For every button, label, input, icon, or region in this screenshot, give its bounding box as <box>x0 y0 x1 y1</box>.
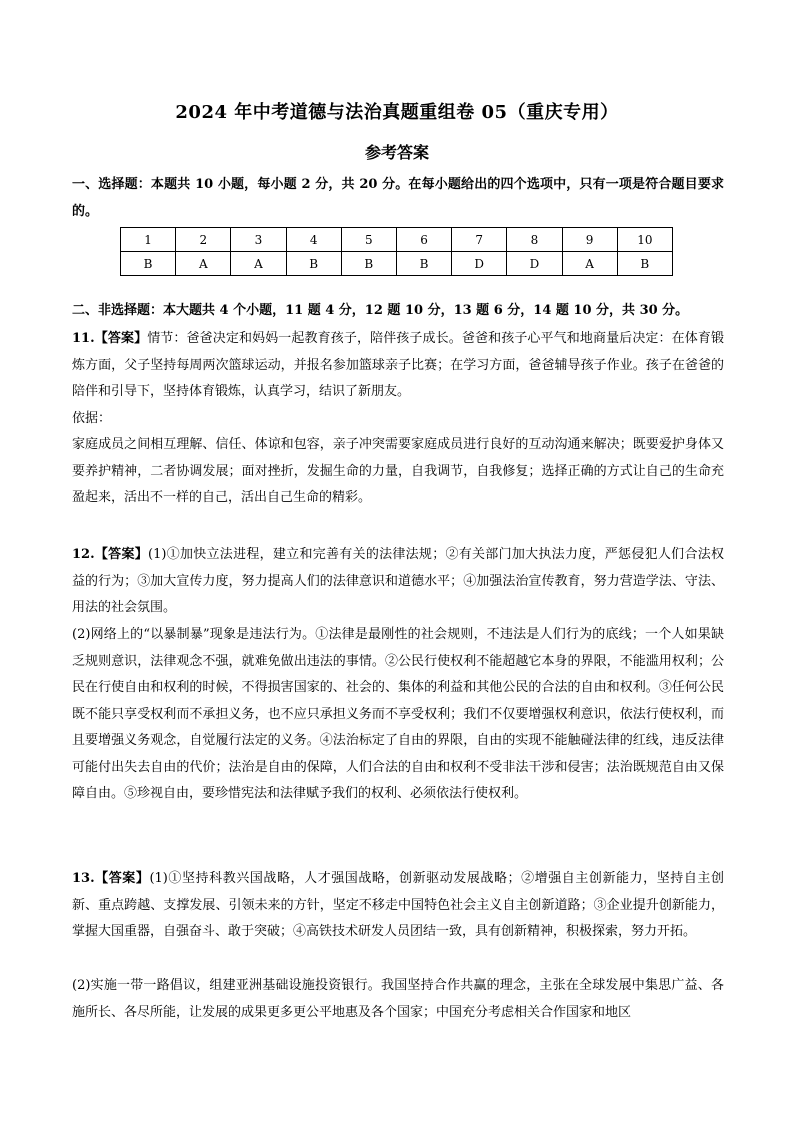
q11-paragraph-2: 依据： <box>72 411 112 426</box>
question-number-cell: 2 <box>176 228 231 252</box>
q13-label: 13.【答案】 <box>72 871 150 886</box>
q13-answer <box>72 866 724 946</box>
question-number-cell: 6 <box>396 228 451 252</box>
question-number-cell: 1 <box>121 228 176 252</box>
answer-cell: B <box>286 252 341 276</box>
question-number-cell: 7 <box>452 228 507 252</box>
answer-cell: D <box>507 252 562 276</box>
answer-cell: B <box>617 252 672 276</box>
q13-paragraph-2: (2)实施一带一路倡议，组建亚洲基础设施投资银行。我国坚持合作共赢的理念，主张在全球发展中集思广益、各施所长、各尽所能，让发展的成果更多更公平地惠及各个国家；中国充分考虑相关合作国家和地区 <box>72 978 724 1020</box>
question-number-cell: 9 <box>562 228 617 252</box>
answer-cell: A <box>231 252 286 276</box>
q11-label: 11.【答案】 <box>72 331 148 346</box>
answer-cell: A <box>562 252 617 276</box>
question-number-cell: 3 <box>231 228 286 252</box>
q12-paragraph-2: (2)网络上的“以暴制暴”现象是违法行为。①法律是最刚性的社会规则，不违法是人们行为的底线；一个人如果缺乏规则意识，法律观念不强，就难免做出违法的事情。②公民行使权利不能超越它本身的界限，不能滥用权利；公民在行使自由和权利的时候，不得损害国家的、社会的、集体的利益和其他公民的合法的自由和权利。③任何公民既不能只享受权利而不承担义务，也不应只承担义务而不享受权利；我们不仅要增强权利意识，依法行使权利，而且要增强义务观念，自觉履行法定的义务。④法治标定了自由的界限，自由的实现不能触碰法律的红线，违反法律可能付出失去自由的代价；法治是自由的保障，人们合法的自由和权利不受非法干涉和侵害；法治既规范自由又保障自由。⑤珍视自由，要珍惜宪法和法律赋予我们的权利、必须依法行使权利。 <box>72 627 724 801</box>
q12-answer <box>72 542 724 622</box>
answer-table-answer-row <box>121 252 673 276</box>
q11-answer <box>72 326 724 406</box>
answer-cell: B <box>396 252 451 276</box>
answer-key-subtitle: 参考答案 <box>364 143 429 162</box>
answer-cell: D <box>452 252 507 276</box>
document-title: 2024 年中考道德与法治真题重组卷 05（重庆专用） <box>175 102 619 123</box>
q12-label: 12.【答案】 <box>72 547 148 562</box>
question-number-cell: 8 <box>507 228 562 252</box>
q13-paragraph-1: (1)①坚持科教兴国战略，人才强国战略，创新驱动发展战略；②增强自主创新能力，坚持自主创新、重点跨越、支撑发展、引领未来的方针，坚定不移走中国特色社会主义自主创新道路；③企业提升创新能力，掌握大国重器，自强奋斗、敢于突破；④高铁技术研发人员团结一致，具有创新精神，积极探索，努力开拓。 <box>72 871 725 939</box>
answer-table <box>120 227 673 276</box>
question-number-cell: 5 <box>341 228 396 252</box>
q11-paragraph-3: 家庭成员之间相互理解、信任、体谅和包容，亲子冲突需要家庭成员进行良好的互动沟通来解决；既要爱护身体又要养护精神，二者协调发展；面对挫折，发掘生命的力量，自我调节，自我修复；选择正确的方式让自己的生命充盈起来，活出不一样的自己，活出自己生命的精彩。 <box>72 437 724 505</box>
section2-heading: 二、非选择题：本大题共 4 个小题，11 题 4 分，12 题 10 分，13 题 6 分，14 题 10 分，共 30 分。 <box>72 303 689 318</box>
question-number-cell: 4 <box>286 228 341 252</box>
answer-table-number-row <box>121 228 673 252</box>
q11-paragraph-1: 情节：爸爸决定和妈妈一起教育孩子，陪伴孩子成长。爸爸和孩子心平气和地商量后决定：在体育锻炼方面，父子坚持每周两次篮球运动，并报名参加篮球亲子比赛；在学习方面，爸爸辅导孩子作业。孩子在爸爸的陪伴和引导下，坚持体育锻炼，认真学习，结识了新朋友。 <box>72 331 724 399</box>
section1-heading: 一、选择题：本题共 10 小题，每小题 2 分，共 20 分。在每小题给出的四个选项中，只有一项是符合题目要求的。 <box>72 177 724 219</box>
answer-cell: B <box>121 252 176 276</box>
answer-cell: A <box>176 252 231 276</box>
q12-paragraph-1: (1)①加快立法进程，建立和完善有关的法律法规；②有关部门加大执法力度，严惩侵犯人们合法权益的行为；③加大宣传力度，努力提高人们的法律意识和道德水平；④加强法治宣传教育，努力营造学法、守法、用法的社会氛围。 <box>72 547 724 615</box>
question-number-cell: 10 <box>617 228 672 252</box>
answer-cell: B <box>341 252 396 276</box>
